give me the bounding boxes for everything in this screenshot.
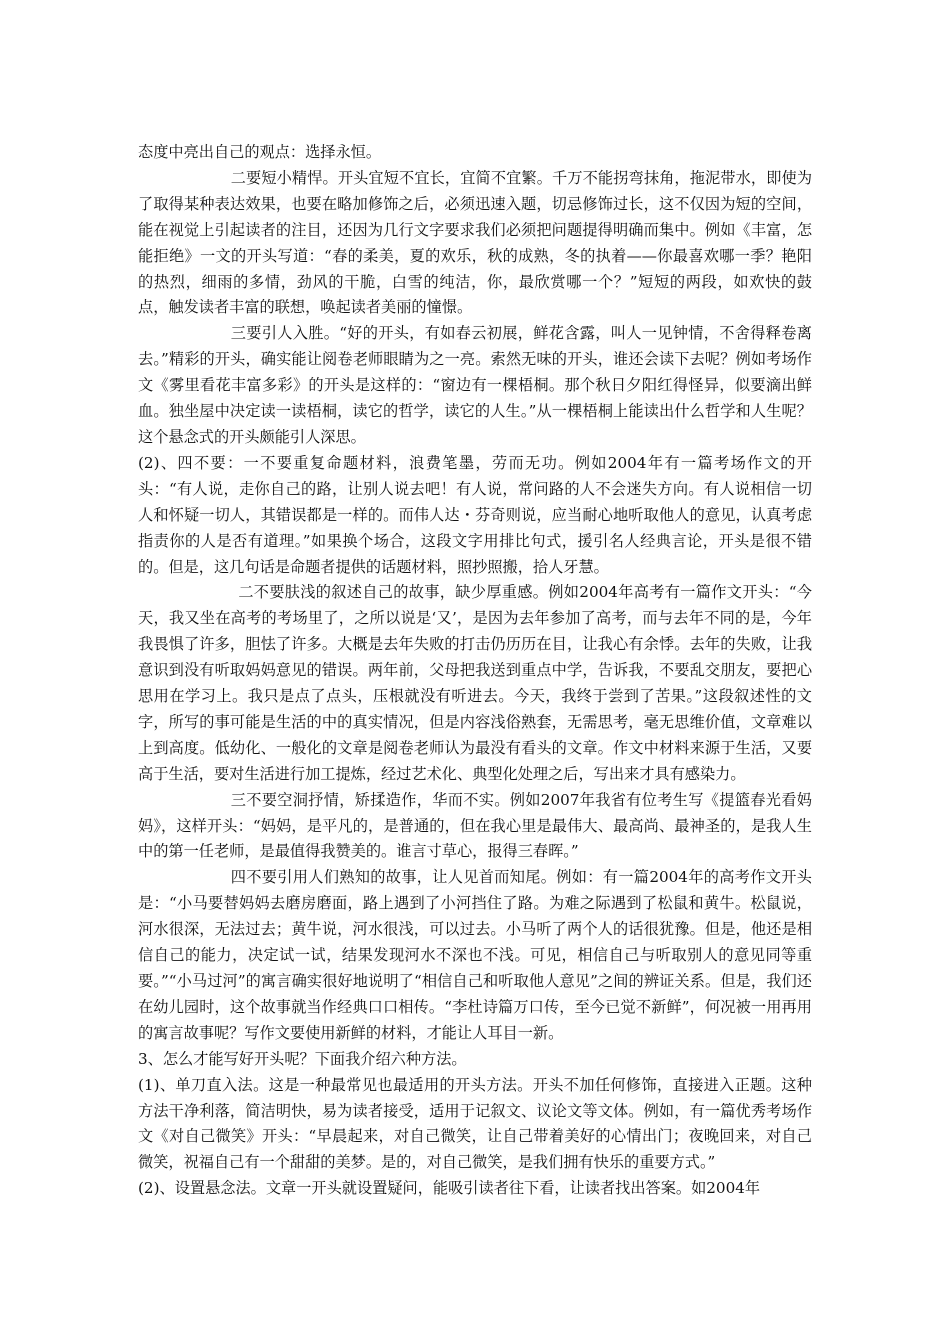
paragraph-short-and-concise: 二要短小精悍。开头宜短不宜长，宜简不宜繁。千万不能拐弯抹角，拖泥带水，即使为了取得某种表达效果，也要在略加修饰之后，必须迅速入题，切忌修饰过长，这不仅因为短的空间，能在视觉上引起读者的注目，还因为几行文字要求我们必须把问题提得明确而集中。例如《丰富，怎能拒绝》一文的开头写道：“春的柔美，夏的欢乐，秋的成熟，冬的执着——你最喜欢哪一季？艳阳的热烈，细雨的多情，劲风的干脆，白雪的纯洁，你，最欣赏哪一个？”短短的两段，如欢快的鼓点，触发读者丰富的联想，唤起读者美丽的憧憬。	[138, 168, 812, 317]
paragraph-suspense-method: (2)、设置悬念法。文章一开头就设置疑问，能吸引读者往下看，让读者找出答案。如2004年	[138, 1179, 761, 1198]
paragraph-familiar-stories: 四不要引用人们熟知的故事，让人见首而知尾。例如：有一篇2004年的高考作文开头是：“小马要替妈妈去磨房磨面，路上遇到了小河挡住了路。为难之际遇到了松鼠和黄牛。松鼠说，河水很深，无法过去；黄牛说，河水很浅，可以过去。小马听了两个人的话很犹豫。但是，他还是相信自己的能力，决定试一试，结果发现河水不深也不浅。可见，相信自己与听取别人的意见同等重要。”“小马过河”的寓言确实很好地说明了“相信自己和听取他人意见”之间的辨证关系。但是，我们还在幼儿园时，这个故事就当作经典口口相传。“李杜诗篇万口传，至今已觉不新鲜”，何况被一用再用的寓言故事呢？写作文要使用新鲜的材料，才能让人耳目一新。	[138, 868, 812, 1042]
paragraph-direct-method: (1)、单刀直入法。这是一种最常见也最适用的开头方法。开头不加任何修饰，直接进入正题。这种方法干净利落，简洁明快，易为读者接受，适用于记叙文、议论文等文体。例如，有一篇优秀考场作文《对自己微笑》开头：“早晨起来，对自己微笑，让自己带着美好的心情出门；夜晚回来，对自己微笑，祝福自己有一个甜甜的美梦。是的，对自己微笑，是我们拥有快乐的重要方式。”	[138, 1075, 812, 1172]
paragraph-four-donts: (2)、四不要：一不要重复命题材料，浪费笔墨，劳而无功。例如2004年有一篇考场作文的开头：“有人说，走你自己的路，让别人说去吧！有人说，常问路的人不会迷失方向。有人说相信一切人和怀疑一切人，其错误都是一样的。而伟人达・芬奇则说，应当耐心地听取他人的意见，认真考虑指责你的人是否有道理。”如果换个场合，这段文字用排比句式，援引名人经典言论，开头是很不错的。但是，这几句话是命题者提供的话题材料，照抄照搬，拾人牙慧。	[138, 453, 812, 576]
document-page	[138, 140, 812, 1202]
paragraph-opening-fragment: 态度中亮出自己的观点：选择永恒。	[138, 143, 381, 161]
paragraph-shallow-narration: 二不要肤浅的叙述自己的故事，缺少厚重感。例如2004年高考有一篇作文开头：“今天，我又坐在高考的考场里了，之所以说是‘又’，是因为去年参加了高考，而与去年不同的是，今年我畏惧了许多，胆怯了许多。大概是去年失败的打击仍历历在目，让我心有余悸。去年的失败，让我意识到没有听取妈妈意见的错误。两年前，父母把我送到重点中学，告诉我，不要乱交朋友，要把心思用在学习上。我只是点了点头，压根就没有听进去。今天，我终于尝到了苦果。”这段叙述性的文字，所写的事可能是生活的中的真实情况，但是内容浅俗熟套，无需思考，毫无思维价值，文章难以上到高度。低幼化、一般化的文章是阅卷老师认为最没有看头的文章。作文中材料来源于生活，又要高于生活，要对生活进行加工提炼，经过艺术化、典型化处理之后，写出来才具有感染力。	[138, 583, 812, 783]
section-heading-six-methods: 3、怎么才能写好开头呢？下面我介绍六种方法。	[138, 1049, 467, 1068]
paragraph-empty-lyricism: 三不要空洞抒情，矫揉造作，华而不实。例如2007年我省有位考生写《提篮春光看妈妈》，这样开头：“妈妈，是平凡的，是普通的，但在我心里是最伟大、最高尚、最神圣的，是我人生中的第一任老师，是最值得我赞美的。谁言寸草心，报得三春晖。”	[138, 790, 812, 861]
paragraph-engaging: 三要引人入胜。“好的开头，有如春云初展，鲜花含露，叫人一见钟情，不舍得释卷离去。”精彩的开头，确实能让阅卷老师眼睛为之一亮。索然无味的开头，谁还会读下去呢？例如考场作文《雾里看花丰富多彩》的开头是这样的：“窗边有一棵梧桐。那个秋日夕阳红得怪异，似要滴出鲜血。独坐屋中决定读一读梧桐，读它的哲学，读它的人生。”从一棵梧桐上能读出什么哲学和人生呢？这个悬念式的开头颇能引人深思。	[138, 324, 812, 446]
